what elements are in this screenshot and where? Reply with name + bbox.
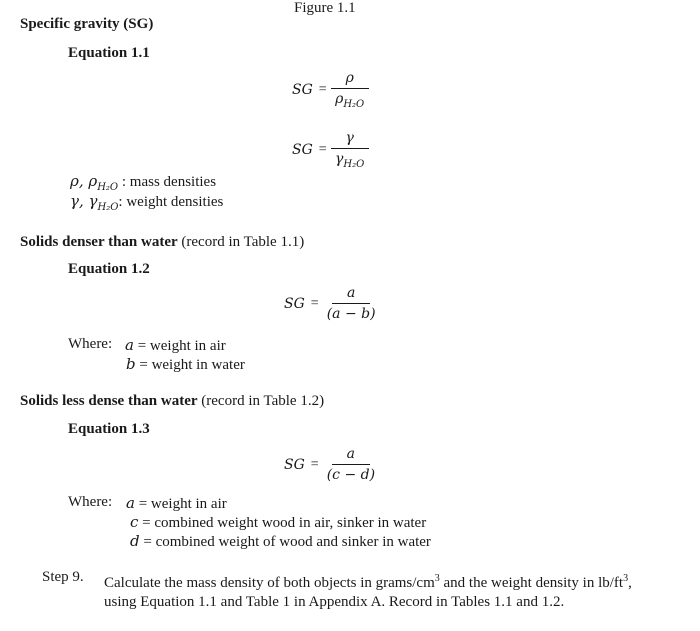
equals-sign: = xyxy=(318,141,327,157)
section-title-bold: Solids denser than water xyxy=(20,234,178,250)
variable-text: = weight in air xyxy=(133,338,226,354)
fraction-numerator: a xyxy=(332,285,370,304)
formula-lhs: SG xyxy=(284,295,305,312)
variable-definition-d xyxy=(130,532,431,551)
step-text xyxy=(104,569,664,612)
fraction-denominator: (c − d) xyxy=(326,467,376,483)
superscript: 3 xyxy=(623,573,629,584)
variable-text: = combined weight of wood and sinker in water xyxy=(139,534,431,550)
section-title-denser xyxy=(20,234,304,251)
section-title-less-dense xyxy=(20,393,324,410)
superscript: 3 xyxy=(434,573,440,584)
formula-sg-mass-density xyxy=(292,70,369,110)
definition-text: : weight densities xyxy=(118,194,224,210)
definition-mass-densities xyxy=(70,172,216,193)
equation-label-1-2: Equation 1.2 xyxy=(68,261,150,277)
formula-lhs: SG xyxy=(292,141,313,158)
fraction-numerator: γ xyxy=(331,130,369,149)
variable-definition-b xyxy=(126,355,245,374)
variable-text: = combined weight wood in air, sinker in water xyxy=(138,515,427,531)
section-title-note: (record in Table 1.2) xyxy=(197,393,325,409)
definition-symbols: ρ, ρ xyxy=(70,172,98,190)
variable-text: = weight in air xyxy=(134,496,227,512)
variable-symbol: a xyxy=(126,494,135,512)
equals-sign: = xyxy=(310,295,319,311)
equals-sign: = xyxy=(310,456,319,472)
section-title-bold: Solids less dense than water xyxy=(20,393,198,409)
variable-symbol: c xyxy=(130,513,139,531)
fraction-denominator xyxy=(331,89,368,110)
definition-subscript: H₂O xyxy=(97,182,119,193)
step-number: Step 9. xyxy=(42,569,84,585)
formula-lhs: SG xyxy=(292,81,313,98)
variable-symbol: d xyxy=(130,532,140,550)
fraction-numerator: ρ xyxy=(331,70,369,89)
denominator-subscript: H₂O xyxy=(343,158,365,170)
formula-sg-less-dense xyxy=(284,446,379,483)
definition-subscript: H₂O xyxy=(97,202,119,213)
variable-symbol: a xyxy=(125,336,134,354)
section-title-specific-gravity: Specific gravity (SG) xyxy=(20,16,154,32)
variable-definition-c xyxy=(130,513,426,532)
definition-weight-densities xyxy=(70,192,223,213)
variable-definition-a xyxy=(126,494,227,513)
variable-symbol: b xyxy=(126,355,136,373)
figure-label: Figure 1.1 xyxy=(294,0,356,16)
fraction xyxy=(323,285,380,322)
equation-label-1-3: Equation 1.3 xyxy=(68,421,150,437)
denominator-symbol: γ xyxy=(335,151,344,167)
denominator-subscript: H₂O xyxy=(343,98,365,110)
step-text-part: and the weight density in lb/ft xyxy=(439,575,624,591)
definition-text: : mass densities xyxy=(121,174,217,190)
formula-sg-weight-density xyxy=(292,130,369,170)
step-text-part: , using Equation 1.1 and Table 1 in Appendix A. Record in Tables 1.1 and 1.2. xyxy=(104,575,632,610)
fraction-denominator xyxy=(331,149,368,170)
fraction xyxy=(323,446,379,483)
where-label: Where: xyxy=(68,336,113,352)
where-label: Where: xyxy=(68,494,113,510)
formula-sg-denser xyxy=(284,285,380,322)
formula-lhs: SG xyxy=(284,456,305,473)
denominator-symbol: ρ xyxy=(335,91,344,107)
definition-symbols: γ, γ xyxy=(70,192,98,210)
fraction xyxy=(331,70,369,110)
fraction-numerator: a xyxy=(332,446,370,465)
fraction xyxy=(331,130,369,170)
variable-definition-a xyxy=(125,336,226,355)
equation-label-1-1: Equation 1.1 xyxy=(68,45,150,61)
variable-text: = weight in water xyxy=(135,357,245,373)
fraction-denominator: (a − b) xyxy=(326,306,376,322)
step-text-part: Calculate the mass density of both objects in grams/cm xyxy=(104,575,435,591)
section-title-note: (record in Table 1.1) xyxy=(177,234,305,250)
equals-sign: = xyxy=(318,81,327,97)
